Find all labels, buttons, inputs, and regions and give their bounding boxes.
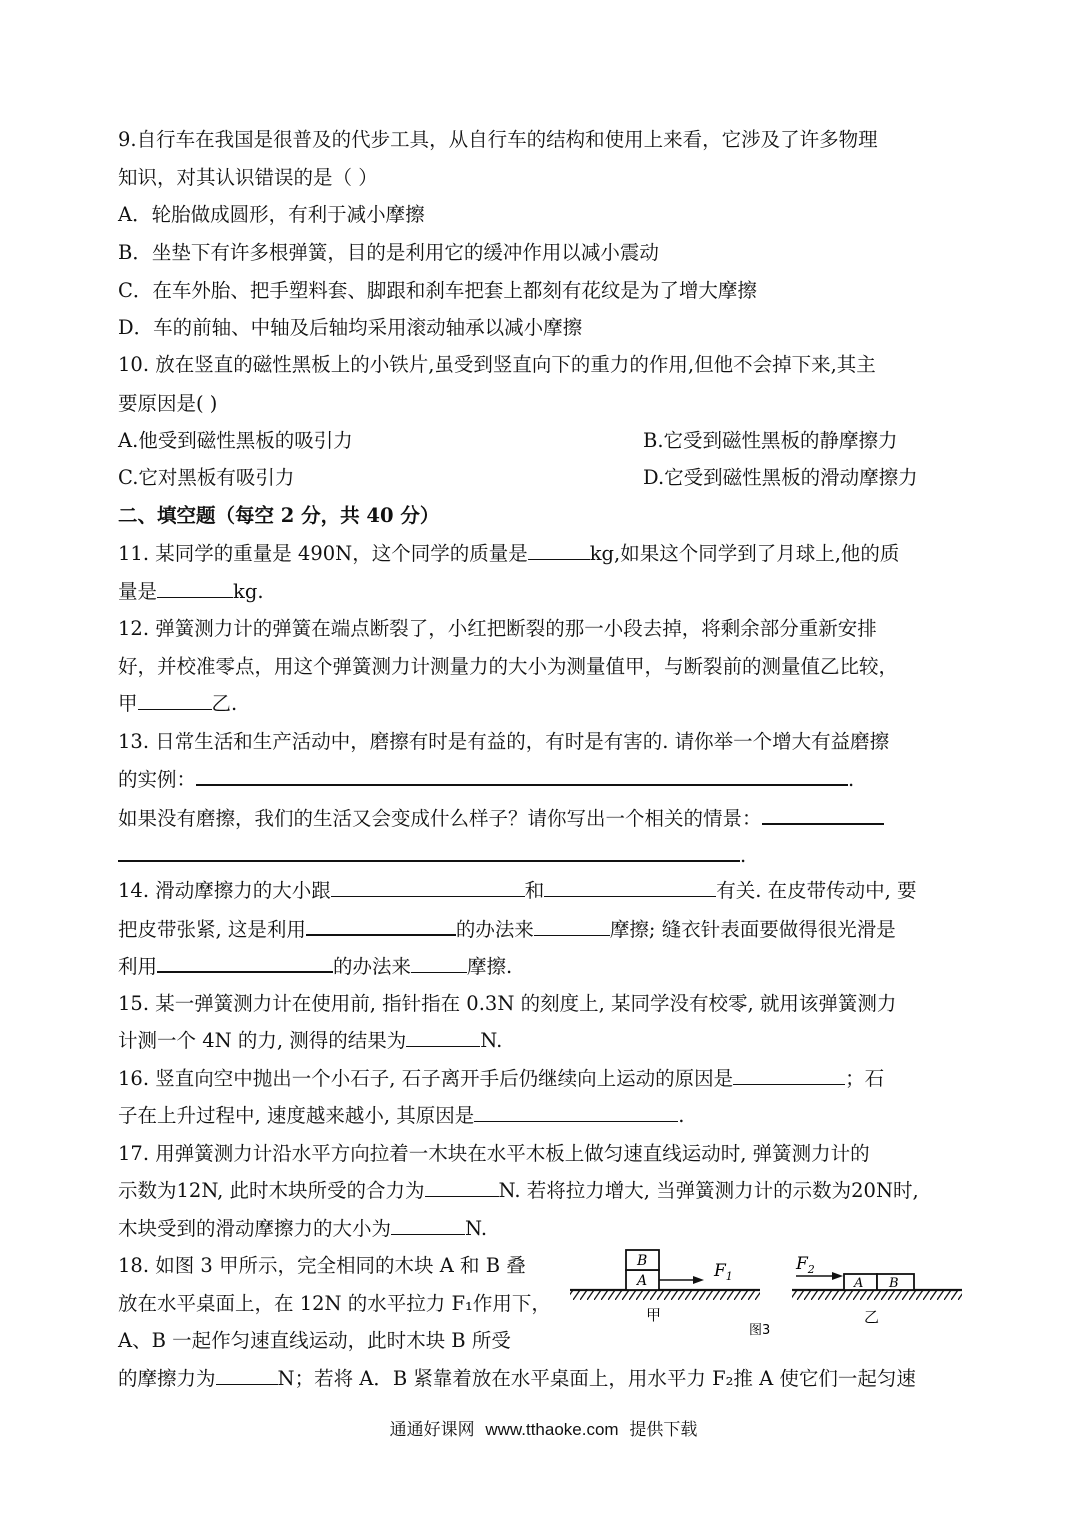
q11-text-b: kg,如果这个同学到了月球上,他的质 (589, 542, 900, 565)
q13-text-a: 的实例： (118, 768, 197, 791)
q10-stem-line2: 要原因是( ) (118, 392, 218, 415)
q17-line2 (118, 1178, 919, 1204)
q9-option-b: B．坐垫下有许多根弹簧，目的是利用它的缓冲作用以减小震动 (118, 241, 659, 264)
q14-text-a: 14. 滑动摩擦力的大小跟 (118, 879, 331, 902)
q13-line1: 13. 日常生活和生产活动中，磨擦有时是有益的，有时是有害的. 请你举一个增大有益磨擦 (118, 730, 890, 753)
force1-arrowhead (693, 1276, 704, 1284)
q10-option-d: D.它受到磁性黑板的滑动摩擦力 (643, 466, 918, 489)
q14-text-d: 把皮带张紧, 这是利用 (118, 918, 306, 941)
q11-text-c: 量是 (118, 580, 158, 603)
q15-text-b: N. (480, 1029, 503, 1052)
q14-line1 (118, 878, 917, 904)
q14-blank-effect1[interactable] (534, 917, 610, 936)
q12-text-b: 乙. (211, 692, 238, 715)
q18-blank-friction-b[interactable] (216, 1366, 278, 1385)
q16-blank-reason2[interactable] (474, 1103, 678, 1122)
q14-text-f: 摩擦; 缝衣针表面要做得很光滑是 (609, 918, 896, 941)
q16-blank-reason1[interactable] (733, 1066, 845, 1085)
q17-text-a: 示数为12N, 此时木块所受的合力为 (118, 1179, 425, 1202)
right-table-hatch (792, 1291, 962, 1300)
q11-line2 (118, 579, 264, 605)
q16-text-b: ；石 (845, 1067, 885, 1090)
q15-text-a: 计测一个 4N 的力, 测得的结果为 (118, 1029, 407, 1052)
q9-stem-line1: 9.自行车在我国是很普及的代步工具，从自行车的结构和使用上来看，它涉及了许多物理 (118, 128, 878, 151)
q14-text-e: 的办法来 (455, 918, 534, 941)
left-block-b-label: B (637, 1253, 648, 1269)
q16-text-c: 子在上升过程中, 速度越来越小, 其原因是 (118, 1104, 475, 1127)
q17-text-b: N. 若将拉力增大, 当弹簧测力计的示数为20N时, (498, 1179, 919, 1202)
q12-line3 (118, 691, 237, 717)
q14-text-i: 摩擦. (467, 955, 513, 978)
footer-site-name: 通通好课网 (389, 1420, 475, 1439)
q10-option-c: C.它对黑板有吸引力 (118, 466, 295, 489)
q12-line2: 好，并校准零点，用这个弹簧测力计测量力的大小为测量值甲，与断裂前的测量值乙比较， (118, 655, 899, 678)
force2-arrowhead (832, 1272, 843, 1280)
q11-line1 (118, 541, 899, 567)
q14-blank-method1[interactable] (306, 916, 456, 936)
q10-stem-line1: 10. 放在竖直的磁性黑板上的小铁片,虽受到竖直向下的重力的作用,但他不会掉下来,其主 (118, 353, 876, 376)
q15-line2 (118, 1028, 502, 1054)
q13-blank-scenario[interactable] (118, 842, 740, 862)
right-block-a-label: A (854, 1276, 864, 1291)
q13-line4 (118, 842, 746, 869)
figure-left-setup (570, 1250, 760, 1324)
page-footer (0, 1418, 1087, 1442)
q18-line3: A、B 一起作匀速直线运动，此时木块 B 所受 (118, 1329, 511, 1352)
q18-line4 (118, 1366, 916, 1392)
section-heading: 二、填空题（每空 2 分，共 40 分） (118, 504, 440, 527)
q17-line3 (118, 1216, 487, 1242)
q12-blank-compare[interactable] (138, 691, 212, 710)
q12-text-a: 甲 (118, 692, 138, 715)
footer-note: 提供下载 (629, 1420, 698, 1439)
figure-3 (566, 1240, 966, 1336)
q18-text-a: 的摩擦力为 (118, 1367, 216, 1390)
q12-line1: 12. 弹簧测力计的弹簧在端点断裂了，小红把断裂的那一小段去掉，将剩余部分重新安排 (118, 617, 877, 640)
q13-text-b: . (848, 768, 855, 791)
q11-text-a: 11. 某同学的重量是 490N，这个同学的质量是 (118, 542, 528, 565)
q13-text-c: . (740, 844, 747, 867)
q17-text-d: N. (465, 1217, 488, 1240)
q17-text-c: 木块受到的滑动摩擦力的大小为 (118, 1217, 392, 1240)
q10-option-a: A.他受到磁性黑板的吸引力 (118, 429, 353, 452)
q17-line1: 17. 用弹簧测力计沿水平方向拉着一木块在水平木板上做匀速直线运动时, 弹簧测力计的 (118, 1142, 870, 1165)
figure-left-label: 甲 (646, 1306, 662, 1324)
q14-blank-factor2[interactable] (544, 878, 716, 897)
q16-line1 (118, 1066, 884, 1092)
q13-line2 (118, 766, 854, 793)
force1-label: $F_1$ (714, 1261, 733, 1283)
q9-stem-line2: 知识，对其认识错误的是（ ） (118, 166, 378, 189)
figure-right-label: 乙 (864, 1308, 880, 1326)
figure-right-setup (792, 1254, 962, 1326)
q14-line2 (118, 916, 896, 943)
force2-label: $F_2$ (796, 1254, 815, 1276)
q11-blank-moon-mass[interactable] (157, 579, 233, 598)
q14-text-h: 的办法来 (333, 955, 412, 978)
q14-text-b: 和 (524, 879, 545, 902)
q10-option-b: B.它受到磁性黑板的静摩擦力 (643, 429, 898, 452)
q17-blank-friction[interactable] (391, 1216, 465, 1235)
q9-option-d: D．车的前轴、中轴及后轴均采用滚动轴承以减小摩擦 (118, 316, 583, 339)
figure-caption: 图3 (749, 1323, 771, 1336)
q14-text-g: 利用 (118, 955, 158, 978)
q16-line2 (118, 1103, 685, 1129)
q14-text-c: 有关. 在皮带传动中, 要 (716, 879, 917, 902)
q9-option-c: C．在车外胎、把手塑料套、脚跟和刹车把套上都刻有花纹是为了增大摩擦 (118, 279, 757, 302)
q18-line1: 18. 如图 3 甲所示，完全相同的木块 A 和 B 叠 (118, 1254, 526, 1277)
q14-line3 (118, 953, 512, 980)
q18-line2: 放在水平桌面上，在 12N 的水平拉力 F₁作用下， (118, 1292, 551, 1315)
q9-option-a: A．轮胎做成圆形，有利于减小摩擦 (118, 203, 425, 226)
q13-blank-scenario-start[interactable] (762, 805, 884, 825)
q14-blank-factor1[interactable] (331, 878, 525, 897)
q14-blank-effect2[interactable] (411, 954, 467, 973)
q13-blank-example[interactable] (196, 766, 848, 786)
q18-text-b: N；若将 A．B 紧靠着放在水平桌面上，用水平力 F₂推 A 使它们一起匀速 (277, 1367, 916, 1390)
q16-text-d: . (678, 1104, 685, 1127)
q17-blank-net-force[interactable] (425, 1178, 499, 1197)
q11-text-d: kg. (233, 580, 264, 603)
q15-line1: 15. 某一弹簧测力计在使用前, 指针指在 0.3N 的刻度上, 某同学没有校零, 就用该弹簧测力 (118, 992, 897, 1015)
q11-blank-mass[interactable] (528, 541, 590, 560)
q14-blank-method2[interactable] (157, 953, 333, 973)
q15-blank-result[interactable] (406, 1028, 480, 1047)
q13-line3 (118, 805, 884, 832)
left-table-hatch (570, 1291, 760, 1300)
left-block-a-label: A (637, 1273, 648, 1289)
q13-text-line3: 如果没有磨擦，我们的生活又会变成什么样子？请你写出一个相关的情景： (118, 807, 762, 830)
footer-url[interactable]: www.tthaoke.com (485, 1420, 619, 1439)
right-block-b-label: B (889, 1276, 899, 1291)
q16-text-a: 16. 竖直向空中抛出一个小石子, 石子离开手后仍继续向上运动的原因是 (118, 1067, 734, 1090)
